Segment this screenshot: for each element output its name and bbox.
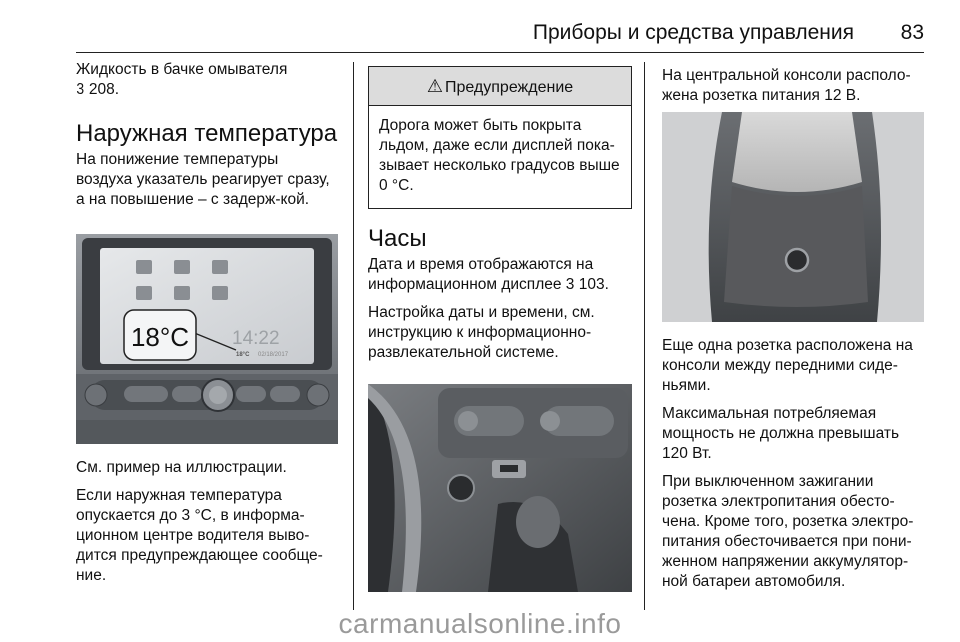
center-console-photo [368,384,632,592]
header-title: Приборы и средства управления [532,21,854,44]
usb-port [500,465,518,472]
right-column-bottom [662,336,924,592]
watermark: carmanualsonline.info [338,608,622,639]
dashboard-display-photo [76,234,338,444]
clock-paragraph: Дата и время отображаются на информационном дисплее 3 103. [368,256,609,293]
ignition-off-paragraph: При выключенном зажигании розетка электропитания обесто-чена. Кроме того, розетка электро-питания обесточивается при пони-женном напряжении аккумулятор-ной батареи автомобиля. [662,473,914,590]
arrow-ref-icon: 3 [565,276,575,293]
column-divider-right [644,62,645,610]
figure-caption: См. пример на иллюстрации. [76,459,287,476]
left-column [76,60,338,210]
heading-outside-temperature: Наружная температура [76,120,338,147]
console-mesh-panel [732,112,862,192]
second-socket-paragraph: Еще одна розетка расположена на консоли между передними сиде-ньями. [662,337,913,394]
center-console-illustration [368,384,632,592]
middle-column [368,66,632,409]
warning-box [368,66,632,209]
max-power-paragraph: Максимальная потребляемая мощность не должна превышать 120 Вт. [662,405,900,462]
clock-settings-paragraph: Настройка даты и времени, см. инструкцию к информационно-развлекательной системе. [368,304,595,361]
warning-text: Дорога может быть покрыта льдом, даже если дисплей пока-зывает несколько градусов выше 0 °C. [379,117,620,194]
rear-console-photo [662,112,924,322]
dashboard-display-illustration [76,234,338,444]
left-column-bottom [76,458,338,586]
intro-text: Жидкость в бачке омывателя 3 208. [76,61,288,98]
warning-body [369,106,631,208]
column-divider-left [353,62,354,610]
page-header [76,0,924,53]
warning-header [369,67,631,106]
rear-power-socket [786,249,808,271]
gear-knob [516,496,560,548]
page-number: 83 [900,21,924,44]
socket-location-paragraph: На центральной консоли располо-жена розетка питания 12 В. [662,67,911,104]
right-column [662,66,924,106]
outside-temp-paragraph: На понижение температуры воздуха указатель реагирует сразу, а на повышение – с задерж-кой. [76,151,330,208]
heading-clock: Часы [368,225,427,252]
callout-temp-value: 18°C [130,322,190,352]
arrow-ref-icon: 3 [76,81,85,98]
rear-console-illustration [662,112,924,322]
screen-time: 14:22 [232,328,280,349]
low-temp-paragraph: Если наружная температура опускается до 3 °C, в информа-ционном центре водителя выво-дится предупреждающее сообще-ние. [76,487,323,584]
power-socket [448,475,474,501]
screen-date: 02/18/2017 [258,352,289,358]
warning-triangle-icon: ⚠ [426,76,443,96]
warning-title: Предупреждение [444,79,574,96]
screen-small-temp: 18°C [236,352,250,358]
